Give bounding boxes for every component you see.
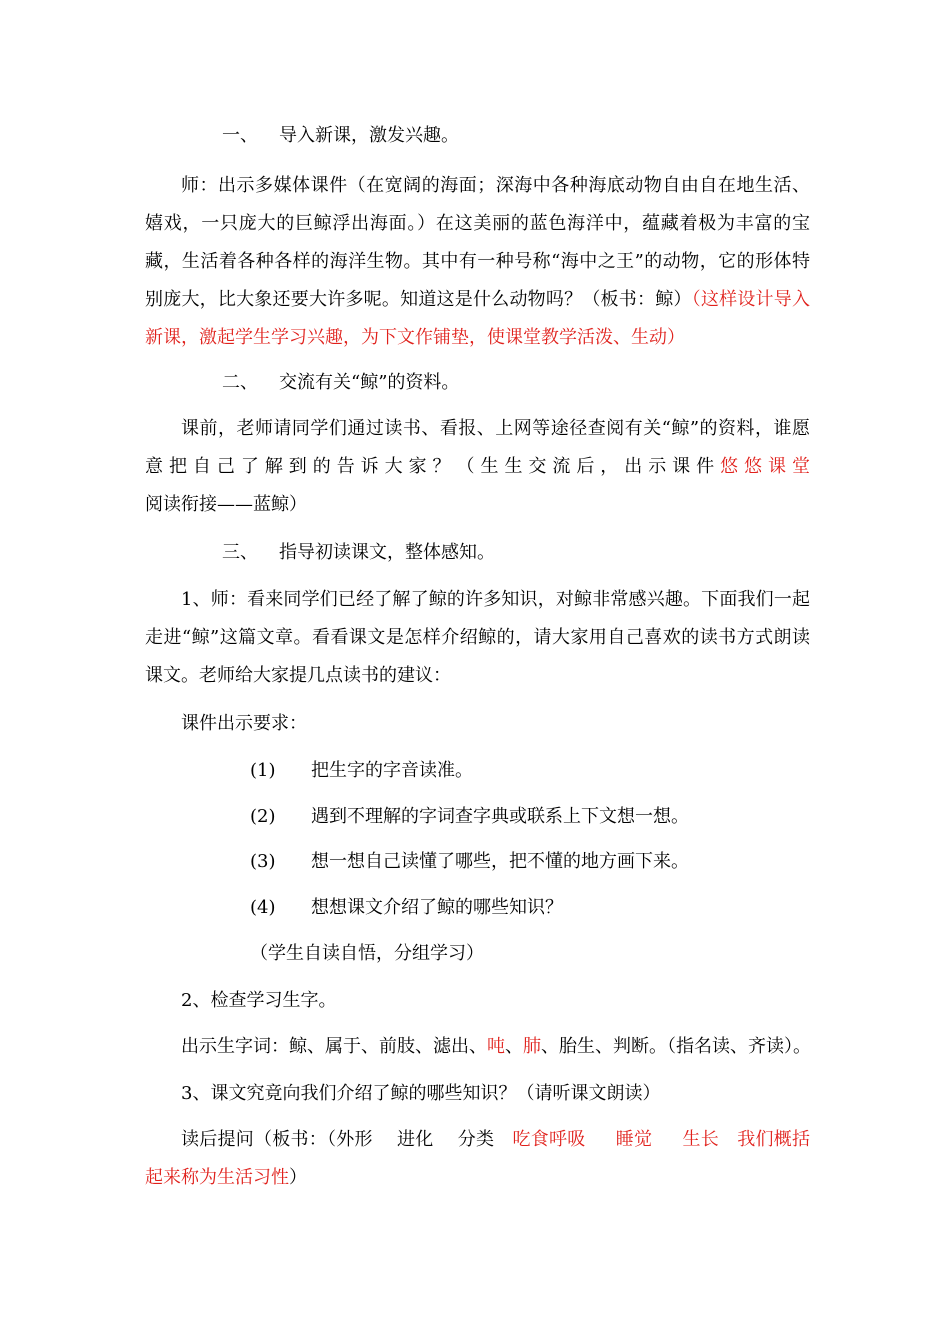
requirement-text: 遇到不理解的字词查字典或联系上下文想一想。 xyxy=(311,806,689,827)
new-words-text: 出示生字词：鲸、属于、前肢、滤出、 xyxy=(181,1036,487,1057)
paragraph-exchange xyxy=(145,410,810,524)
board-item-sleeping: 睡觉 xyxy=(615,1129,653,1150)
section-title-3: 指导初读课文，整体感知。 xyxy=(279,542,495,563)
requirement-number: (1) xyxy=(250,760,276,781)
section-heading-1 xyxy=(222,117,459,155)
step-check-characters: 2、检查学习生字。 xyxy=(181,990,337,1011)
requirement-number: (4) xyxy=(250,897,276,918)
requirements-label: 课件出示要求： xyxy=(181,713,307,734)
highlight-youyou: 悠悠课堂 xyxy=(720,456,810,477)
new-words-line xyxy=(181,1028,811,1066)
paragraph-after-reading xyxy=(145,1121,810,1197)
step-listen-reading: 3、课文究竟向我们介绍了鲸的哪些知识？（请听课文朗读） xyxy=(181,1083,661,1104)
section-title-1: 导入新课，激发兴趣。 xyxy=(279,125,459,146)
section-number-3: 三、 xyxy=(222,542,258,563)
paragraph-intro-text: 师：出示多媒体课件（在宽阔的海面；深海中各种海底动物自由自在地生活、嬉戏，一只庞大的巨鲸浮出海面。）在这美丽的蓝色海洋中，蕴藏着极为丰富的宝藏，生活着各种各样的海洋生物。其中有一种号称“海中之王”的动物，它的形体特别庞大，比大象还要大许多呢。知道这是什么动物吗？（板书：鲸） xyxy=(145,175,810,310)
section-title-2: 交流有关“鲸”的资料。 xyxy=(279,372,460,393)
paragraph-first-reading-text: 1、师：看来同学们已经了解了鲸的许多知识，对鲸非常感兴趣。下面我们一起走进“鲸”这篇文章。看看课文是怎样介绍鲸的，请大家用自己喜欢的读书方式朗读课文。老师给大家提几点读书的建议： xyxy=(145,589,810,686)
board-item-eating-breathing: 吃食呼吸 xyxy=(512,1129,586,1150)
section-heading-3 xyxy=(222,534,495,572)
section-number-2: 二、 xyxy=(222,372,258,393)
section-heading-2 xyxy=(222,364,460,402)
requirement-number: (3) xyxy=(250,851,276,872)
self-study-note: （学生自读自悟，分组学习） xyxy=(250,943,484,964)
paragraph-intro xyxy=(145,167,810,357)
word-separator: 、 xyxy=(505,1036,523,1057)
word-dun: 吨 xyxy=(487,1036,505,1057)
board-item-evolution: 进化 xyxy=(396,1129,434,1150)
new-words-tail: 、胎生、判断。（指名读、齐读）。 xyxy=(541,1036,811,1057)
board-item-classification: 分类 xyxy=(457,1129,495,1150)
section-number-1: 一、 xyxy=(222,125,258,146)
paragraph-exchange-text: 课前，老师请同学们通过读书、看报、上网等途径查阅有关“鲸”的资料，谁愿意把自己了解到的告诉大家？（生生交流后，出示课件 xyxy=(145,418,810,477)
requirement-text: 把生字的字音读准。 xyxy=(311,760,473,781)
after-reading-prefix: 读后提问（板书：（外形 xyxy=(181,1129,373,1150)
requirement-text: 想一想自己读懂了哪些，把不懂的地方画下来。 xyxy=(311,851,689,872)
paragraph-first-reading xyxy=(145,581,810,695)
board-item-growth: 生长 xyxy=(682,1129,719,1150)
paragraph-exchange-tail: 阅读衔接——蓝鲸） xyxy=(145,494,307,515)
requirement-item xyxy=(250,889,563,927)
teaching-note: （这样设计导入新课，激起学生学习兴趣，为下文作铺垫，使课堂教学活泼、生动） xyxy=(145,289,811,348)
board-summary-habits: 我们概括起来称为生活习性 xyxy=(145,1129,810,1188)
requirement-number: (2) xyxy=(250,806,276,827)
after-reading-suffix: ） xyxy=(289,1167,307,1188)
word-fei: 肺 xyxy=(523,1036,541,1057)
requirement-item xyxy=(250,752,473,790)
requirement-text: 想想课文介绍了鲸的哪些知识？ xyxy=(311,897,563,918)
requirement-item xyxy=(250,843,689,881)
requirement-item xyxy=(250,798,689,836)
